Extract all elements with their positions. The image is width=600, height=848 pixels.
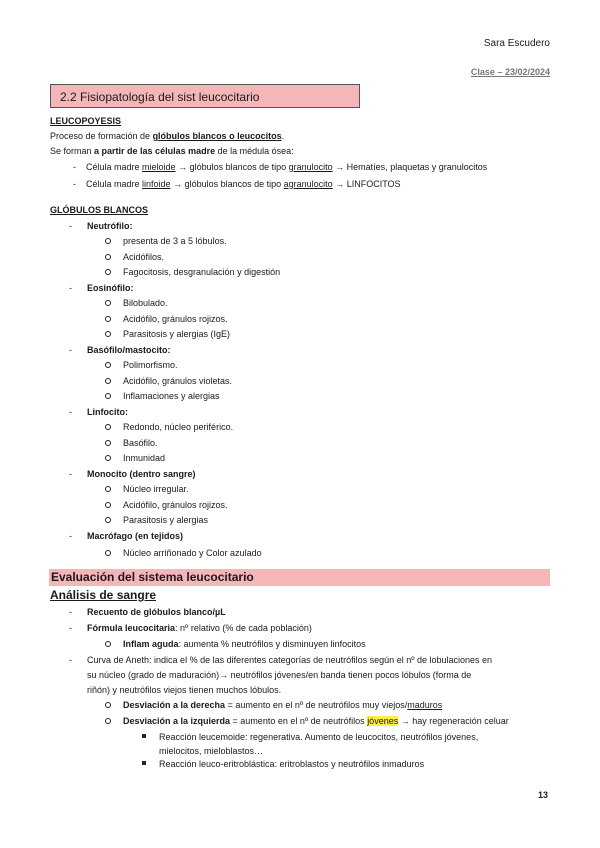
dash-bullet: - bbox=[73, 179, 76, 189]
eos-item-3: Parasitosis y alergias (IgE) bbox=[123, 329, 231, 339]
mie-u2: granulocito bbox=[288, 162, 333, 172]
leuco-line-1 bbox=[50, 130, 284, 142]
reaccion-leucemoide-2: mielocitos, mieloblastos… bbox=[159, 746, 264, 756]
basofilo-label: Basófilo/mastocito: bbox=[87, 345, 171, 355]
curva-line-1: Curva de Aneth: indica el % de las diferentes categorías de neutrófilos según el nº de lobulaciones en bbox=[87, 655, 493, 665]
circle-bullet bbox=[105, 455, 111, 461]
recuento-line: Recuento de glóbulos blanco/µL bbox=[87, 607, 226, 617]
circle-bullet bbox=[105, 300, 111, 306]
lin-u2: agranulocito bbox=[283, 179, 333, 189]
eosinofilo-label: Eosinófilo: bbox=[87, 283, 134, 293]
leucopoyesis-heading: LEUCOPOYESIS bbox=[50, 116, 122, 126]
globulos-heading: GLÓBULOS BLANCOS bbox=[50, 205, 148, 215]
bas-item-3: Inflamaciones y alergias bbox=[123, 391, 220, 401]
linfoide-line bbox=[86, 178, 401, 190]
mie-pre: Célula madre bbox=[86, 162, 143, 172]
circle-bullet bbox=[105, 641, 111, 647]
circle-bullet bbox=[105, 269, 111, 275]
linf-item-3: Inmunidad bbox=[123, 453, 166, 463]
section-title-box bbox=[50, 84, 360, 108]
lin-mid: → glóbulos blancos de tipo bbox=[170, 179, 284, 189]
formula-bold: Fórmula leucocitaria bbox=[87, 623, 176, 633]
linf-item-1: Redondo, núcleo periférico. bbox=[123, 422, 234, 432]
class-date: Clase – 23/02/2024 bbox=[470, 67, 550, 77]
circle-bullet bbox=[105, 378, 111, 384]
dash-bullet: - bbox=[69, 221, 72, 231]
desviacion-derecha-line bbox=[123, 699, 442, 711]
square-bullet bbox=[142, 761, 146, 765]
desviacion-izquierda-line bbox=[123, 715, 509, 727]
curva-line-3: riñón) y neutrófilos viejos tienen muchos lóbulos. bbox=[87, 685, 282, 695]
circle-bullet bbox=[105, 517, 111, 523]
neu-item-2: Acidófilos. bbox=[123, 252, 165, 262]
inflam-line bbox=[123, 638, 366, 650]
der-u: maduros bbox=[407, 700, 443, 710]
mon-item-2: Acidófilo, gránulos rojizos. bbox=[123, 500, 228, 510]
lin-post: → LINFOCITOS bbox=[332, 179, 401, 189]
circle-bullet bbox=[105, 424, 111, 430]
neu-item-1: presenta de 3 a 5 lóbulos. bbox=[123, 236, 227, 246]
leuco-l2-post: de la médula ósea: bbox=[215, 146, 294, 156]
section-title: 2.2 Fisiopatología del sist leucocitario bbox=[60, 90, 260, 104]
dash-bullet: - bbox=[69, 623, 72, 633]
circle-bullet bbox=[105, 702, 111, 708]
dash-bullet: - bbox=[69, 469, 72, 479]
macrofago-label: Macrófago (en tejidos) bbox=[87, 531, 184, 541]
dash-bullet: - bbox=[69, 655, 72, 665]
leuco-l2-bold: a partir de las células madre bbox=[94, 146, 216, 156]
circle-bullet bbox=[105, 502, 111, 508]
der-rest: = aumento en el nº de neutrófilos muy viejos/ bbox=[225, 700, 408, 710]
izq-rest: = aumento en el nº de neutrófilos bbox=[230, 716, 368, 726]
page-number: 13 bbox=[537, 790, 548, 800]
leuco-line-2 bbox=[50, 145, 294, 157]
mon-item-1: Núcleo irregular. bbox=[123, 484, 189, 494]
leuco-l1-bold: glóbulos blancos o leucocitos bbox=[152, 131, 282, 141]
izq-bold: Desviación a la izquierda bbox=[123, 716, 231, 726]
dash-bullet: - bbox=[73, 162, 76, 172]
inflam-bold: Inflam aguda bbox=[123, 639, 179, 649]
neu-item-3: Fagocitosis, desgranulación y digestión bbox=[123, 267, 281, 277]
analisis-heading: Análisis de sangre bbox=[50, 588, 157, 602]
mie-mid: → glóbulos blancos de tipo bbox=[175, 162, 289, 172]
circle-bullet bbox=[105, 238, 111, 244]
circle-bullet bbox=[105, 331, 111, 337]
lin-u1: linfoide bbox=[142, 179, 171, 189]
formula-line bbox=[87, 622, 312, 634]
author-name: Sara Escudero bbox=[483, 38, 550, 49]
mie-u1: mieloide bbox=[142, 162, 176, 172]
eval-section-title: Evaluación del sistema leucocitario bbox=[51, 570, 254, 584]
linfocito-label: Linfocito: bbox=[87, 407, 128, 417]
reaccion-leucemoide-1: Reacción leucemoide: regenerativa. Aumento de leucocitos, neutrófilos jóvenes, bbox=[159, 732, 479, 742]
dash-bullet: - bbox=[69, 283, 72, 293]
mieloide-line bbox=[86, 161, 487, 173]
izq-post: → hay regeneración celuar bbox=[398, 716, 509, 726]
dash-bullet: - bbox=[69, 531, 72, 541]
circle-bullet bbox=[105, 550, 111, 556]
circle-bullet bbox=[105, 486, 111, 492]
der-bold: Desviación a la derecha bbox=[123, 700, 226, 710]
circle-bullet bbox=[105, 362, 111, 368]
eos-item-2: Acidófilo, gránulos rojizos. bbox=[123, 314, 228, 324]
bas-item-2: Acidófilo, gránulos violetas. bbox=[123, 376, 233, 386]
bas-item-1: Polimorfismo. bbox=[123, 360, 178, 370]
monocito-label: Monocito (dentro sangre) bbox=[87, 469, 196, 479]
mac-item-1: Núcleo arriñonado y Color azulado bbox=[123, 548, 262, 558]
circle-bullet bbox=[105, 393, 111, 399]
mon-item-3: Parasitosis y alergias bbox=[123, 515, 209, 525]
formula-rest: : nº relativo (% de cada población) bbox=[175, 623, 312, 633]
neutrofilo-label: Neutrófilo: bbox=[87, 221, 133, 231]
circle-bullet bbox=[105, 316, 111, 322]
eval-section-band bbox=[49, 569, 550, 586]
curva-line-2: su núcleo (grado de maduración)→ neutrófilos jóvenes/en banda tienen pocos lóbulos (forma de bbox=[87, 670, 472, 680]
dash-bullet: - bbox=[69, 407, 72, 417]
dash-bullet: - bbox=[69, 345, 72, 355]
square-bullet bbox=[142, 734, 146, 738]
reaccion-leuco-eritro: Reacción leuco-eritroblástica: eritroblastos y neutrófilos inmaduros bbox=[159, 759, 425, 769]
izq-highlight: jóvenes bbox=[367, 716, 399, 726]
eos-item-1: Bilobulado. bbox=[123, 298, 168, 308]
circle-bullet bbox=[105, 718, 111, 724]
leuco-l1-post: . bbox=[281, 131, 285, 141]
circle-bullet bbox=[105, 440, 111, 446]
leuco-l2-pre: Se forman bbox=[50, 146, 95, 156]
linf-item-2: Basófilo. bbox=[123, 438, 158, 448]
leuco-l1-pre: Proceso de formación de bbox=[50, 131, 153, 141]
inflam-rest: : aumenta % neutrófilos y disminuyen linfocitos bbox=[178, 639, 366, 649]
mie-post: → Hematíes, plaquetas y granulocitos bbox=[332, 162, 488, 172]
dash-bullet: - bbox=[69, 607, 72, 617]
circle-bullet bbox=[105, 254, 111, 260]
lin-pre: Célula madre bbox=[86, 179, 143, 189]
